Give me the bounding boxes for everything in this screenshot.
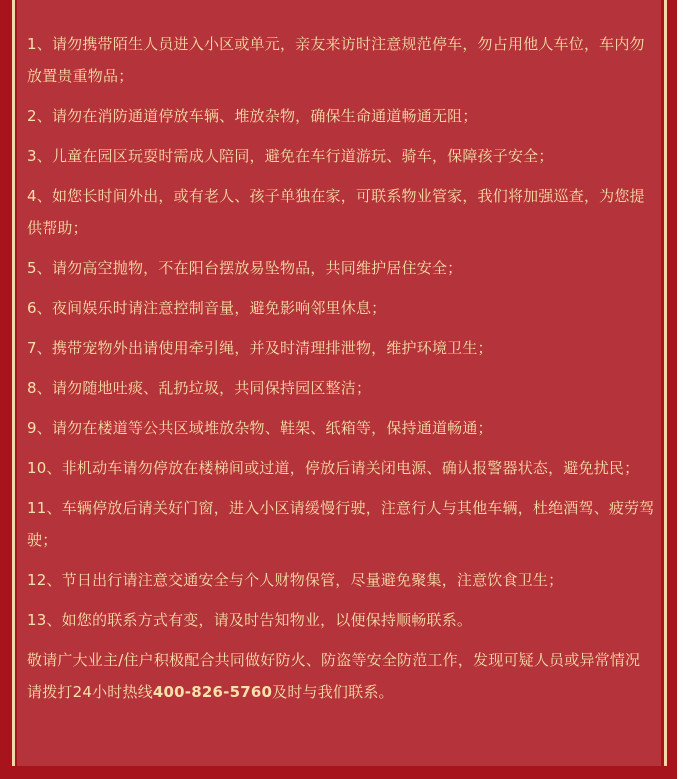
notice-item-5: 5、请勿高空抛物，不在阳台摆放易坠物品，共同维护居住安全；	[27, 259, 463, 277]
notice-item-6: 6、夜间娱乐时请注意控制音量，避免影响邻里休息；	[27, 299, 387, 317]
hotline-number: 400-826-5760	[152, 683, 273, 701]
notice-item-3: 3、儿童在园区玩耍时需成人陪同，避免在车行道游玩、骑车，保障孩子安全；	[27, 147, 554, 165]
notice-content	[27, 28, 655, 708]
notice-item-13: 13、如您的联系方式有变，请及时告知物业，以便保持顺畅联系。	[27, 611, 473, 629]
closing-notice	[27, 644, 655, 708]
notice-item-11: 11、车辆停放后请关好门窗，进入小区请缓慢行驶，注意行人与其他车辆，杜绝酒驾、疲劳驾驶；	[27, 499, 655, 549]
notice-item-2: 2、请勿在消防通道停放车辆、堆放杂物，确保生命通道畅通无阻；	[27, 107, 478, 125]
left-gold-border	[12, 0, 15, 766]
notice-item-9: 9、请勿在楼道等公共区域堆放杂物、鞋架、纸箱等，保持通道畅通；	[27, 419, 493, 437]
notice-item-8: 8、请勿随地吐痰、乱扔垃圾，共同保持园区整洁；	[27, 379, 372, 397]
right-gold-border	[664, 0, 667, 766]
closing-notice-text: 敬请广大业主/住户积极配合共同做好防火、防盗等安全防范工作，发现可疑人员或异常情况请拨打24小时热线	[27, 651, 641, 701]
notice-item-1: 1、请勿携带陌生人员进入小区或单元，亲友来访时注意规范停车，勿占用他人车位，车内勿放置贵重物品；	[27, 35, 645, 85]
notice-item-7: 7、携带宠物外出请使用牵引绳，并及时清理排泄物，维护环境卫生；	[27, 339, 493, 357]
notice-item-10: 10、非机动车请勿停放在楼梯间或过道，停放后请关闭电源、确认报警器状态，避免扰民；	[27, 459, 640, 477]
notice-item-4: 4、如您长时间外出，或有老人、孩子单独在家，可联系物业管家，我们将加强巡查，为您提供帮助；	[27, 187, 645, 237]
closing-notice-end: 及时与我们联系。	[272, 683, 394, 701]
notice-item-12: 12、节日出行请注意交通安全与个人财物保管，尽量避免聚集，注意饮食卫生；	[27, 571, 564, 589]
